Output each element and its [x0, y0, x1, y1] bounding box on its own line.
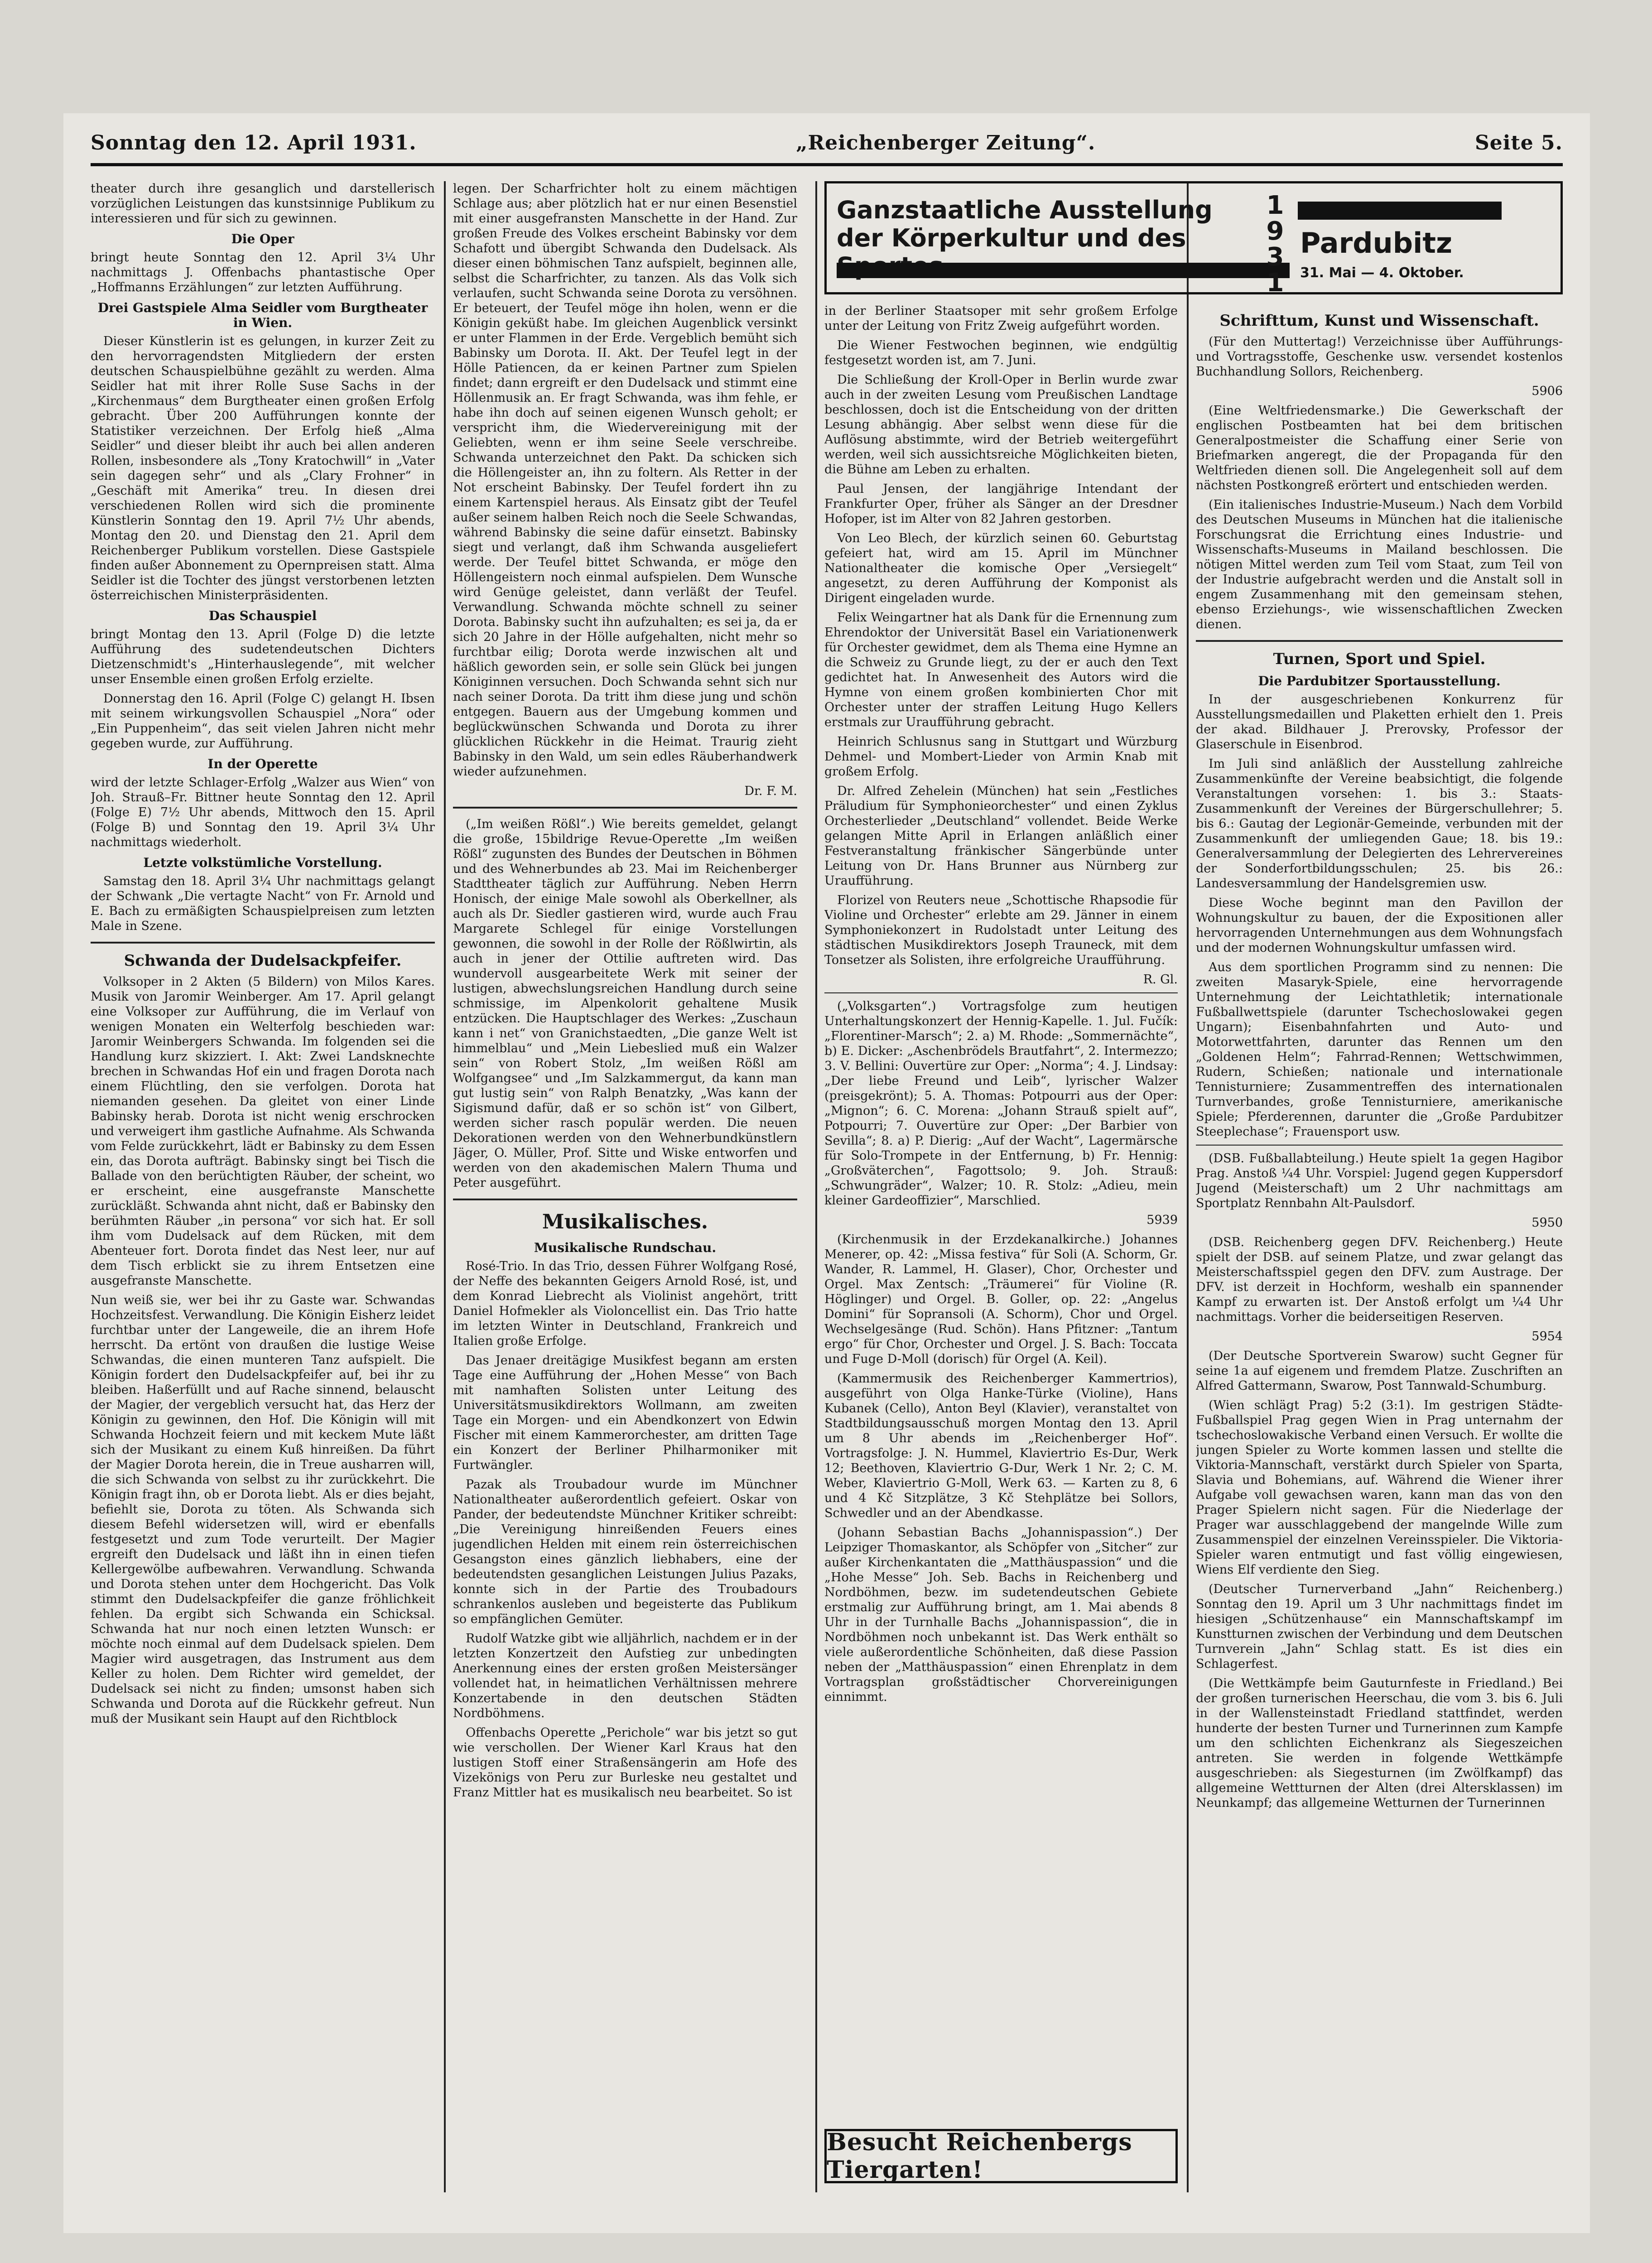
- article-text: Dr. Alfred Zehelein (München) hat sein „Festliches Präludium für Symphonieorchester“ und einen Zyklus Orchesterlieder „Deutschland“ vollendet. Beide Werke gelangen Mitte April in Erlangen anläßlich einer Festveranstaltung fränkischer Sängerbünde unter Leitung von Dr. Hans Brunner aus Nürnberg zur Uraufführung.: [824, 784, 1178, 888]
- article-headline: Schwanda der Dudelsackpfeifer.: [124, 952, 402, 970]
- article-text: Das Jenaer dreitägige Musikfest begann am ersten Tage eine Aufführung der „Hohen Messe“ von Bach mit namhaften Solisten unter Leitung des Universitätsmusikdirektors Wollmann, am zweiten Tage ein Morgen- und ein Abendkonzert von Edwin Fischer mit einem Kammerorchester, am dritten Tage ein Konzert der Berliner Philharmoniker mit Furtwängler.: [453, 1353, 797, 1472]
- header-page-number: Seite 5.: [1474, 131, 1563, 154]
- column-rule: [815, 181, 817, 2192]
- article-text: Felix Weingartner hat als Dank für die Ernennung zum Ehrendoktor der Universität Basel ein Variationenwerk für Orchester gewidmet, dem als Thema eine Hymne an die Schweiz zu Grunde liegt, zu der er auch den Text gedichtet hat. In Anwesenheit des Autors wird die Hymne von einem großen kombinierten Chor mit Orchester unter der straffen Leitung Hugo Kellers erstmals zur Uraufführung gebracht.: [824, 611, 1178, 729]
- article-text: Die Wiener Festwochen beginnen, wie endgültig festgesetzt worden ist, am 7. Juni.: [824, 338, 1178, 367]
- article-text: wird der letzte Schlager-Erfolg „Walzer aus Wien“ von Joh. Strauß–Fr. Bittner heute Sonntag den 12. April (Folge E) 7½ Uhr abends, Mittwoch den 15. April (Folge B) und Sonntag den 19. April 3¼ Uhr nachmittags wiederholt.: [91, 775, 435, 849]
- divider: [91, 942, 435, 944]
- article-text: Aus dem sportlichen Programm sind zu nennen: Die zweiten Masaryk-Spiele, eine hervorragende Unternehmung der Leichtathletik; internationale Fußballwettspiele (darunter Tschechoslowakei gegen Ungarn); Eisenbahnfahrten und Auto- und Motorwettfahrten, darunter das Rennen um den „Goldenen Helm“; Fahrrad-Rennen; Wettschwimmen, Rudern, Schießen; nationale und internationale Tennisturniere; Zusammentreffen des internationalen Turnverbandes, große Tennisturniere, amerikanische Spiele; Pferderennen, darunter die „Große Pardubitzer Steeplechase“; Frauensport usw.: [1196, 960, 1563, 1139]
- article-text: (DSB. Fußballabteilung.) Heute spielt 1a gegen Hagibor Prag. Anstoß ¼4 Uhr. Vorspiel: Jugend gegen Kuppersdorf Jugend (Meisterschaft) um 2 Uhr nachmittags am Sportplatz Rennbahn Alt-Paulsdorf.: [1196, 1151, 1563, 1210]
- article-text: Offenbachs Operette „Perichole“ war bis jetzt so gut wie verschollen. Der Wiener Karl Kraus hat den lustigen Stoff einer Straßensängerin am Hofe des Vizekönigs von Peru zur Burleske neu gestaltet und Franz Mittler hat es musikalisch neu bearbeitet. So ist: [453, 1726, 797, 1800]
- divider: [1196, 640, 1563, 642]
- article-text: (Deutscher Turnerverband „Jahn“ Reichenberg.) Sonntag den 19. April um 3 Uhr nachmittags findet im hiesigen „Schützenhause“ ein Mannschaftskampf im Kunstturnen zwischen der Verbindung und dem Deutschen Turnverein „Jahn“ Schlag statt. Es ist dies ein Schlagerfest.: [1196, 1582, 1563, 1671]
- newspaper-page: [63, 113, 1590, 2233]
- section-heading: In der Operette: [207, 756, 318, 771]
- header-rule: [91, 163, 1563, 166]
- article-text: legen. Der Scharfrichter holt zu einem mächtigen Schlage aus; aber plötzlich hat er nur einen Besenstiel mit einer ausgefransten Manschette in der Hand. Zur großen Freude des Volkes erscheint Babinsky vor dem Schafott und übergibt Schwanda den Dudelsack. Als dieser einen böhmischen Tanz aufspielt, beginnen alle, selbst die Scharfrichter, zu tanzen. Als das Volk sich verlaufen, sucht Schwanda seine Dorota zu versöhnen. Er beteuert, der Teufel möge ihn holen, wenn er die Königin geküßt habe. Im gleichen Augenblick versinkt er unter Flammen in der Erde. Vergeblich bemüht sich Babinsky um Dorota. II. Akt. Der Teufel legt in der Hölle Patiencen, da er keinen Partner zum Spielen findet; dann ergreift er den Dudelsack und stimmt eine Höllenmusik an. Er fragt Schwanda, was ihm fehle, er habe ihn doch auf seinen eigenen Wunsch geholt; er verspricht ihm, die Wiedervereinigung mit der Geliebten, wenn er ihm seine Seele verschreibe. Schwanda unterzeichnet den Pakt. Da schicken sich die Höllengeister an, ihn zu foltern. Als Retter in der Not erscheint Babinsky. Der Teufel fordert ihn zu einem Kartenspiel heraus. Als Einsatz gibt der Teufel außer seinem halben Reich noch die Seele Schwandas, während Babinsky die seine dafür einsetzt. Babinsky siegt und verlangt, daß ihm Schwanda ausgeliefert werde. Der Teufel bittet Schwanda, er möge den Höllengeistern noch einmal aufspielen. Dem Wunsche wird Genüge geleistet, dann verläßt der Teufel. Verwandlung. Schwanda möchte schnell zu seiner Dorota. Babinsky sucht ihn aufzuhalten; es sei ja, da er sich 20 Jahre in der Hölle aufgehalten, nicht mehr so furchtbar eilig; Dorota werde inzwischen alt und häßlich geworden sein, er solle sein Glück bei jungen Königinnen versuchen. Doch Schwanda sehnt sich nur nach seiner Dorota. Da tritt ihm diese jung und schön entgegen. Bauern aus der Umgebung kommen und beglückwünschen Schwanda und Dorota zu ihrer glücklichen Rückkehr in die Heimat. Traurig zieht Babinsky in den Wald, um sein edles Räuberhandwerk wieder aufzunehmen.: [453, 182, 797, 779]
- article-text: (Die Wettkämpfe beim Gauturnfeste in Friedland.) Bei der großen turnerischen Heerschau, die vom 3. bis 6. Juli in der Wallensteinstadt Friedland stattfindet, werden hunderte der besten Turner und Turnerinnen zum Kampfe um den schlichten Eichenkranz als Siegeszeichen antreten. Sie werden in folgende Wettkämpfe ausgeschrieben: als Siegesturnen (im Zwölfkampf) das allgemeine Wettturnen der Alten (drei Altersklassen) im Neunkampf; das allgemeine Wetturnen der Turnerinnen: [1196, 1676, 1563, 1810]
- section-heading: Letzte volkstümliche Vorstellung.: [143, 855, 382, 870]
- article-text: Im Juli sind anläßlich der Ausstellung zahlreiche Zusammenkünfte der Vereine beabsichtigt, die folgende Veranstaltungen vorsehen: 1. bis 3.: Staats-Zusammenkunft der Vereines der Bürgerschullehrer; 5. bis 6.: Gautag der Legionär-Gemeinde, verbunden mit der Zusammenkunft der umliegenden Gaue; 18. bis 19.: Generalversammlung der Delegierten des Lehrervereines der Sonderfortbildungsschulen; 25. bis 26.: Landesversammlung der Handelsgremien usw.: [1196, 757, 1563, 891]
- article-text: Samstag den 18. April 3¼ Uhr nachmittags gelangt der Schwank „Die vertagte Nacht“ von Fr. Arnold und E. Bach zu ermäßigten Schauspielpreisen zum letzten Male in Szene.: [91, 874, 435, 933]
- ad-number: 5939: [1146, 1213, 1178, 1227]
- article-text: in der Berliner Staatsoper mit sehr großem Erfolge unter der Leitung von Fritz Zweig aufgeführt worden.: [824, 304, 1178, 333]
- ad-number: 5906: [1532, 384, 1563, 398]
- article-text: (Der Deutsche Sportverein Swarow) sucht Gegner für seine 1a auf eigenem und fremdem Platze. Zuschriften an Alfred Gattermann, Swarow, Post Tannwald-Schumburg.: [1196, 1349, 1563, 1393]
- section-subheading: Die Pardubitzer Sportausstellung.: [1258, 674, 1501, 689]
- article-text: Die Schließung der Kroll-Oper in Berlin wurde zwar auch in der zweiten Lesung vom Preußischen Landtage beschlossen, doch ist die Entscheidung von der dritten Lesung abhängig. Aber selbst wenn diese für die Auflösung abstimmte, wird der Betrieb weitergeführt werden, weil sich aussichtsreiche Möglichkeiten bieten, die Bühne am Leben zu erhalten.: [824, 373, 1178, 477]
- divider: [453, 1199, 797, 1200]
- article-text: theater durch ihre gesanglich und darstellerisch vorzüglichen Leistungen das kunstsinnige Publikum zu interessieren und für sich zu gewinnen.: [91, 182, 435, 226]
- ad-digit: 1: [1266, 268, 1284, 298]
- article-text: Heinrich Schlusnus sang in Stuttgart und Würzburg Dehmel- und Mombert-Lieder von Armin Knab mit großem Erfolg.: [824, 735, 1178, 779]
- article-text: (Ein italienisches Industrie-Museum.) Nach dem Vorbild des Deutschen Museums in München hat die italienische Forschungsrat die Errichtung eines Industrie- und Wissenschafts-Museums in Mailand beschlossen. Die nötigen Mittel werden zum Teil vom Staat, zum Teil von der Industrie aufgebracht werden und die Anstalt soll in engem Zusammenhang mit den gemeinsam stehen, ebenso Erziehungs-, wie wissenschaftlichen Zwecken dienen.: [1196, 498, 1563, 631]
- section-heading: Das Schauspiel: [208, 608, 317, 623]
- ad-title: Ganzstaatliche Ausstellung der Körperkultur und des: [837, 196, 1213, 252]
- article-text: Von Leo Blech, der kürzlich seinen 60. Geburtstag gefeiert hat, wird am 15. April im Münchner Nationaltheater die komische Oper „Versiegelt“ angesetzt, zu deren Aufführung der Komponist als Dirigent eingeladen wurde.: [824, 531, 1178, 605]
- article-text: (Kammermusik des Reichenberger Kammertrios), ausgeführt von Olga Hanke-Türke (Violine), Hans Kubanek (Cello), Anton Beyl (Klavier), veranstaltet von Stadtbildungsausschuß morgen Montag den 13. April um 8 Uhr abends im „Reichenberger Hof“. Vortragsfolge: J. N. Hummel, Klaviertrio Es-Dur, Werk 12; Beethoven, Klaviertrio G-Dur, Werk 1 Nr. 2; C. M. Weber, Klaviertrio G-Moll, Werk 63. — Karten zu 8, 6 und 4 Kč Sitzplätze, 3 Kč Stehplätze bei Sollors, Schwedler und an der Abendkasse.: [824, 1372, 1178, 1520]
- divider: [453, 807, 797, 809]
- ad-digit: 9: [1266, 217, 1284, 246]
- article-text: (Für den Muttertag!) Verzeichnisse über Aufführungs- und Vortragsstoffe, Geschenke usw. versendet kostenlos Buchhandlung Sollors, Reichenberg.: [1196, 335, 1563, 379]
- column-1: [91, 181, 435, 2192]
- article-text: Diese Woche beginnt man den Pavillon der Wohnungskultur zu bauen, der die Expositionen aller hervorragenden Unternehmungen aus dem Wohnungsfach und der modernen Wohnungskultur umfassen wird.: [1196, 896, 1563, 955]
- column-rule: [1187, 181, 1189, 2192]
- ad-digit: 3: [1266, 242, 1284, 272]
- column-3: [824, 181, 1178, 2192]
- article-text: (Wien schlägt Prag) 5:2 (3:1). Im gestrigen Städte-Fußballspiel Prag gegen Wien in Prag unternahm der tschechoslowakische Verband einen Versuch. Er wollte die jungen Spieler zu Worte kommen lassen und stellte die Viktoria-Mannschaft, verstärkt durch Spieler von Sparta, Slavia und Bohemians, auf. Während die Wiener ihrer Aufgabe voll gewachsen waren, kann man das von den Prager Spielern nicht sagen. Für die Niederlage der Prager war ausschlaggebend der mangelnde Wille zum Zusammenspiel der einzelnen Vereinsspieler. Die Viktoria-Spieler waren entmutigt und fast völlig eingewiesen, Wiens Elf verdiente den Sieg.: [1196, 1398, 1563, 1577]
- article-text: bringt Montag den 13. April (Folge D) die letzte Aufführung des sudetendeutschen Dichters Dietzenschmidt's „Hinterhauslegende“, mit welcher unser Ensemble einen großen Erfolg erzielte.: [91, 627, 435, 686]
- running-head: [91, 127, 1563, 159]
- ad-spacer: [1196, 181, 1563, 303]
- section-subheading: Musikalische Rundschau.: [534, 1240, 717, 1255]
- article-text: Paul Jensen, der langjährige Intendant der Frankfurter Oper, früher als Sänger an der Dresdner Hofoper, ist im Alter von 82 Jahren gestorben.: [824, 482, 1178, 526]
- divider: [824, 992, 1178, 993]
- ad-number: 5950: [1532, 1216, 1563, 1230]
- ad-digit: 1: [1266, 191, 1284, 220]
- article-text: (Johann Sebastian Bachs „Johannispassion“.) Der Leipziger Thomaskantor, als Schöpfer von „Sitcher“ zur außer Kirchenkantaten die „Matthäuspassion“ und die „Hohe Messe“ Joh. Seb. Bachs in Reichenberg und Nordböhmen, bezw. im sudetendeutschen Gebiete erstmalig zur Aufführung bringt, am 1. Mai abends 8 Uhr in der Turnhalle Bachs „Johannispassion“, die in Nordböhmen noch unbekannt ist. Das Werk enthält so viele außerordentliche Schönheiten, daß diese Passion neben der „Matthäuspassion“ einen Ehrenplatz in dem Vortragsplan großstädtischer Chorvereinigungen einnimmt.: [824, 1526, 1178, 1704]
- header-paper-name: „Reichenberger Zeitung“.: [796, 131, 1096, 154]
- author-signature: R. Gl.: [1143, 973, 1178, 987]
- zoo-advertisement: Besucht Reichenbergs Tiergarten!: [824, 2129, 1178, 2183]
- section-headline: Musikalisches.: [542, 1210, 708, 1233]
- article-text: In der ausgeschriebenen Konkurrenz für Ausstellungsmedaillen und Plaketten erhielt den 1. Preis der akad. Bildhauer J. Prerovsky, Professor der Glaserschule in Eisenbrod.: [1196, 693, 1563, 751]
- article-text: Volksoper in 2 Akten (5 Bildern) von Milos Kares. Musik von Jaromir Weinberger. Am 17. April gelangt eine Volksoper zur Aufführung, die im Verlauf von wenigen Monaten ein Welterfolg beschieden war: Jaromir Weinbergers Schwanda. Im folgenden sei die Handlung kurz skizziert. I. Akt: Zwei Landsknechte brechen in Schwandas Hof ein und fragen Dorota nach einem Flüchtling, den sie verfolgen. Dorota hat niemanden gesehen. Da gleitet von einer Linde Babinsky herab. Dorota ist nicht wenig erschrocken und verweigert ihm gastliche Aufnahme. Als Schwanda vom Felde zurückkehrt, lädt er Babinsky zu dem Essen ein, das Dorota aufträgt. Babinsky singt bei Tisch die Ballade von den berüchtigten Räuber, der scheint, wo er erscheint, eine ausgefranste Manschette zurückläßt. Schwanda ahnt nicht, daß er Babinsky den berühmten Räuber „in persona“ vor sich hat. Er soll ihm vom Dudelsack auf dem Rücken, mit dem Abenteuer fort. Dorota findet das Nest leer, nur auf dem Tisch erblickt sie zu ihrem Entsetzen eine ausgefranste Manschette.: [91, 975, 435, 1288]
- ad-dates: 31. Mai — 4. Oktober.: [1300, 265, 1464, 281]
- ad-number: 5954: [1532, 1329, 1563, 1343]
- article-text: Rosé-Trio. In das Trio, dessen Führer Wolfgang Rosé, der Neffe des bekannten Geigers Arnold Rosé, ist, und dem Konrad Liebrecht als Violinist angehört, tritt Daniel Hofmekler als Violoncellist ein. Das Trio hatte im letzten Winter in Deutschland, Frankreich und Italien große Erfolge.: [453, 1259, 797, 1348]
- section-heading: Die Oper: [231, 231, 294, 246]
- article-text: Rudolf Watzke gibt wie alljährlich, nachdem er in der letzten Konzertzeit den Aufstieg zur unbedingten Anerkennung eines der ersten großen Meistersänger vollendet hat, in heimatlichen Verhältnissen mehrere Konzertabende in den deutschen Städten Nordböhmens.: [453, 1632, 797, 1720]
- column-4: [1196, 181, 1563, 2192]
- column-rule: [444, 181, 446, 2192]
- article-text: („Volksgarten“.) Vortragsfolge zum heutigen Unterhaltungskonzert der Hennig-Kapelle. 1. Jul. Fučík: „Florentiner-Marsch“; 2. a) M. Rhode: „Sommernächte“, b) E. Dicker: „Aschenbrödels Brautfahrt“, 2. Intermezzo; 3. V. Bellini: Ouvertüre zur Oper: „Norma“; 4. J. Lindsay: „Der liebe Freund und Leib“, lyrischer Walzer (preisgekrönt); 5. A. Thomas: Potpourri aus der Oper: „Mignon“; 6. C. Morena: „Johann Strauß spielt auf“, Potpourri; 7. Ouvertüre zur Oper: „Der Barbier von Sevilla“; 8. a) P. Dierig: „Auf der Wacht“, Lagermärsche für Solo-Trompete in der Entfernung, b) Fr. Hennig: „Großväterchen“, Fagottsolo; 9. Joh. Strauß: „Schwungräder“, Walzer; 10. R. Stolz: „Adieu, mein kleiner Gardeoffizier“, Marschlied.: [824, 999, 1178, 1208]
- section-headline: Turnen, Sport und Spiel.: [1273, 650, 1486, 668]
- ad-city: Pardubitz: [1300, 226, 1453, 260]
- article-text: bringt heute Sonntag den 12. April 3¼ Uhr nachmittags J. Offenbachs phantastische Oper „Hoffmanns Erzählungen“ zur letzten Aufführung.: [91, 250, 435, 294]
- article-text: (DSB. Reichenberg gegen DFV. Reichenberg.) Heute spielt der DSB. auf seinem Platze, und zwar gelangt das Meisterschaftsspiel gegen den DFV. zum Austrage. Der DFV. ist derzeit in Hochform, weshalb ein spannender Kampf zu erwarten ist. Der Anstoß erfolgt um ¼4 Uhr nachmittags. Vorher die beiderseitigen Reserven.: [1196, 1235, 1563, 1324]
- article-text: Dieser Künstlerin ist es gelungen, in kurzer Zeit zu den hervorragendsten Mitgliedern der ersten deutschen Schauspielbühne gezählt zu werden. Alma Seidler hat mit ihrer Rolle Suse Sachs in der „Kirchenmaus“ dem Burgtheater einen großen Erfolg gebracht. Über 200 Aufführungen konnte der Statistiker verzeichnen. Der Erfolg hieß „Alma Seidler“ und dieser bleibt ihr auch bei allen anderen Rollen, insbesondere als „Tony Kratochwill“ in „Vater sein dagegen sehr“ und als „Clary Frohner“ in „Geschäft mit Amerika“ treu. In diesen drei verschiedenen Rollen wird sich die prominente Künstlerin Sonntag den 19. April 7½ Uhr abends, Montag den 20. und Dienstag den 21. April dem Reichenberger Publikum vorstellen. Diese Gastspiele finden außer Abonnement zu Opernpreisen statt. Alma Seidler ist die Tochter des jüngst verstorbenen letzten österreichischen Ministerpräsidenten.: [91, 334, 435, 602]
- article-text: Florizel von Reuters neue „Schottische Rhapsodie für Violine und Orchester“ erlebte am 29. Jänner in einem Symphoniekonzert in Rudolstadt unter Leitung des städtischen Musikdirektors Joseph Trauneck, mit dem Tonsetzer als Solisten, ihre erfolgreiche Uraufführung.: [824, 893, 1178, 967]
- article-text: (Kirchenmusik in der Erzdekanalkirche.) Johannes Menerer, op. 42: „Missa festiva“ für Soli (A. Schorm, Gr. Wander, R. Lammel, H. Glaser), Chor, Orchester und Orgel. Max Zentsch: „Träumerei“ für Violine (R. Höglinger) und Orgel. B. Goller, op. 22: „Angelus Domini“ für Sopransoli (A. Schorm), Chor und Orgel. Wechselgesänge (Rud. Schön). Hans Pfitzner: „Tantum ergo“ für Chor, Orchester und Orgel. J. S. Bach: Toccata und Fuge D-Moll (dorisch) für Orgel (A. Keil).: [824, 1233, 1178, 1366]
- article-text: Pazak als Troubadour wurde im Münchner Nationaltheater außerordentlich gefeiert. Oskar von Pander, der bedeutendste Münchner Kritiker schreibt: „Die Vereinigung hinreißenden Feuers eines jugendlichen Helden mit einem rein österreichischen Gesangston eines gänzlich liebhabers, eine der bedeutendsten gesanglichen Leistungen Julius Pazaks, konnte sich in der Partie des Troubadours schrankenlos ausleben und begeisterte das Publikum so empfänglichen Gemüter.: [453, 1478, 797, 1626]
- section-heading: Drei Gastspiele Alma Seidler vom Burgtheater in Wien.: [97, 300, 428, 330]
- article-text: Nun weiß sie, wer bei ihr zu Gaste war. Schwandas Hochzeitsfest. Verwandlung. Die Königin Eisherz leidet furchtbar unter der Langeweile, die an ihrem Hofe herrscht. Da ertönt von draußen die lustige Weise Schwandas, die einen munteren Tanz aufspielt. Die Königin fordert den Dudelsackpfeifer auf, bei ihr zu bleiben. Haßerfüllt und auf Rache sinnend, belauscht der Magier, der vergeblich versucht hat, das Herz der Königin zu gewinnen, den Hof. Die Königin will mit Schwanda Hochzeit feiern und mit keckem Mute läßt sich der Musikant zu einem Kuß hinreißen. Da führt der Magier Dorota herein, die in Treue ausharren will, die sich Schwanda von selbst zu ihr zurückkehrt. Die Königin fragt ihn, ob er Dorota liebt. Als er dies bejaht, befiehlt sie, Dorota zu töten. Als Schwanda sich diesem Befehl widersetzen will, wird er ebenfalls festgesetzt und zum Tode verurteilt. Der Magier ergreift den Dudelsack und läßt ihn in einen tiefen Kellergewölbe aufbewahren. Verwandlung. Schwanda und Dorota stehen unter dem Hochgericht. Das Volk stimmt den Dudelsackpfeifer die ganze fröhlichkeit fehlen. Da ergibt sich Schwanda ein Schicksal. Schwanda hat nur noch einen letzten Wunsch: er möchte noch einmal auf dem Dudelsack spielen. Dem Magier wird ausgetragen, das Instrument aus dem Keller zu holen. Dem Richter wird gemeldet, der Dudelsack sei nicht zu finden; umsonst haben sich Schwanda und Dorota auf die Rückkehr gefreut. Nun muß der Musikant sein Haupt auf den Richtblock: [91, 1293, 435, 1726]
- article-text: („Im weißen Rößl“.) Wie bereits gemeldet, gelangt die große, 15bildrige Revue-Operette „Im weißen Rößl“ zugunsten des Bundes der Deutschen in Böhmen und des Wehnerbundes ab 23. Mai im Reichenberger Stadttheater täglich zur Aufführung. Neben Herrn Honisch, der einige Male sowohl als Oberkellner, als auch als Dr. Siedler gastieren wird, wurde auch Frau Margarete Schlegel für einige Vorstellungen gewonnen, die sowohl in der Rolle der Rößlwirtin, als auch in jener der Ottilie auftreten wird. Das wundervoll ausgearbeitete Werk mit seiner der lustigen, abwechslungsreichen Handlung durch seine schmissige, im Alpenkolorit gehaltene Musik entzücken. Die Hauptschlager des Werkes: „Zuschaun kann i net“ von Granichstaedten, „Die ganze Welt ist himmelblau“ und „Mein Liebeslied muß ein Walzer sein“ von Robert Stolz, „Im weißen Rößl am Wolfgangsee“ und „Im Salzkammergut, da kann man gut lustig sein“ von Ralph Benatzky, „Was kann der Sigismund dafür, daß er so schön ist“ von Gilbert, werden sicher rasch populär werden. Die neuen Dekorationen werden von den Wehnerbundkünstlern Jäger, O. Müller, Prof. Sitte und Wiske entworfen und werden von den akademischen Malern Thuma und Peter ausgeführt.: [453, 817, 797, 1190]
- divider: [1196, 1145, 1563, 1146]
- header-date: Sonntag den 12. April 1931.: [91, 131, 417, 154]
- author-signature: Dr. F. M.: [744, 784, 797, 798]
- article-text: Donnerstag den 16. April (Folge C) gelangt H. Ibsen mit seinem wirkungsvollen Schauspiel „Nora“ oder „Ein Puppenheim“, das seit vielen Jahren nicht mehr gegeben wurde, zur Aufführung.: [91, 692, 435, 751]
- article-text: (Eine Weltfriedensmarke.) Die Gewerkschaft der englischen Postbeamten hat bei dem britischen Generalpostmeister die Schaffung einer Serie von Briefmarken angeregt, die der Propaganda für den Weltfrieden dienen soll. Die Angelegenheit soll auf dem nächsten Postkongreß erörtert und entschieden werden.: [1196, 404, 1563, 492]
- section-headline: Schrifttum, Kunst und Wissenschaft.: [1219, 312, 1539, 330]
- column-2: [453, 181, 797, 2192]
